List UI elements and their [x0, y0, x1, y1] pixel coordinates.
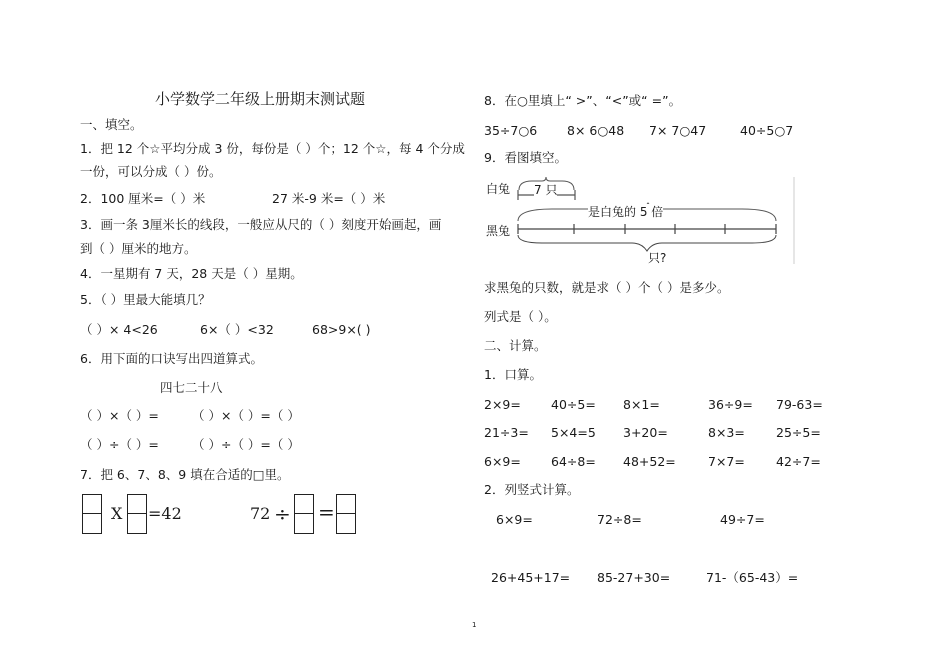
question-8-item-c: 7× 7○47: [649, 123, 707, 138]
question-9-line-1: 求黑兔的只数，就是求（ ）个（ ）是多少。: [484, 280, 730, 295]
oral-problem: 42÷7=: [776, 454, 821, 469]
question-3-line-2: 到（ ）厘米的地方。: [80, 241, 197, 256]
vertical-problem: 85-27+30=: [597, 570, 671, 585]
oral-problem: 2×9=: [484, 397, 521, 412]
answer-box: [336, 494, 356, 534]
oral-problem: 21÷3=: [484, 425, 529, 440]
oral-calc-heading: 1．口算。: [484, 367, 542, 382]
answer-box: [82, 494, 102, 534]
question-5-item-c: 68>9×( ): [312, 322, 371, 337]
question-1-line-2: 一份，可以分成（ ）份。: [80, 164, 222, 179]
question-8-item-b: 8× 6○48: [567, 123, 625, 138]
number-72: 72: [250, 504, 271, 523]
question-4: 4．一星期有 7 天，28 天是（ ）星期。: [80, 266, 303, 281]
white-rabbit-label: 白兔: [486, 182, 511, 196]
question-6: 6．用下面的口诀写出四道算式。: [80, 351, 263, 366]
question-6-row-1-a: （ ）×（ ）=: [80, 408, 159, 423]
answer-box: [294, 494, 314, 534]
equals-42-text: =42: [148, 504, 182, 523]
box-divider: [336, 513, 356, 514]
oral-problem: 64÷8=: [551, 454, 596, 469]
vertical-calc-heading: 2．列竖式计算。: [484, 482, 580, 497]
rabbit-diagram: [482, 177, 798, 264]
vertical-problem: 72÷8=: [597, 512, 642, 527]
box-divider: [294, 513, 314, 514]
oral-problem: 8×3=: [708, 425, 745, 440]
question-8: 8．在○里填上“ >”、“<”或“ =”。: [484, 93, 682, 108]
question-5: 5．（ ）里最大能填几？: [80, 292, 211, 307]
question-6-rhyme: 四七二十八: [160, 380, 223, 395]
question-2-part-a: 2．100 厘米=（ ）米: [80, 191, 206, 206]
equals-sign: =: [318, 500, 335, 524]
question-1-line-1: 1．把 12 个☆平均分成 3 份，每份是（ ）个；12 个☆，每 4 个分成: [80, 141, 465, 156]
vertical-problem: 49÷7=: [720, 512, 765, 527]
oral-problem: 3+20=: [623, 425, 668, 440]
page-title: 小学数学二年级上册期末测试题: [155, 90, 366, 108]
question-8-item-d: 40÷5○7: [740, 123, 794, 138]
vertical-problem: 6×9=: [496, 512, 533, 527]
question-6-row-1-b: （ ）×（ ）=（ ）: [192, 408, 300, 423]
answer-box: [127, 494, 147, 534]
question-6-row-2-a: （ ）÷（ ）=: [80, 437, 159, 452]
box-divider: [82, 513, 102, 514]
oral-problem: 8×1=: [623, 397, 660, 412]
oral-problem: 25÷5=: [776, 425, 821, 440]
question-2-part-b: 27 米-9 米=（ ）米: [272, 191, 386, 206]
divide-sign: ÷: [274, 502, 291, 526]
five-times-label: 是白兔的 5 倍: [588, 205, 664, 219]
section-fill-blanks-heading: 一、填空。: [80, 117, 143, 132]
question-9: 9．看图填空。: [484, 150, 567, 165]
oral-problem: 6×9=: [484, 454, 521, 469]
question-7: 7．把 6、7、8、9 填在合适的□里。: [80, 467, 290, 482]
question-5-item-a: （ ）× 4<26: [80, 322, 158, 337]
question-8-item-a: 35÷7○6: [484, 123, 538, 138]
diagram-lines: [482, 177, 798, 264]
box-divider: [127, 513, 147, 514]
section-calculation-heading: 二、计算。: [484, 338, 547, 353]
page-number: 1: [472, 621, 477, 629]
question-9-line-2: 列式是（ ）。: [484, 309, 557, 324]
oral-problem: 79-63=: [776, 397, 823, 412]
vertical-problem: 71-（65-43）=: [706, 570, 799, 585]
black-rabbit-label: 黑兔: [486, 224, 511, 238]
oral-problem: 36÷9=: [708, 397, 753, 412]
vertical-problem: 26+45+17=: [491, 570, 571, 585]
oral-problem: 40÷5=: [551, 397, 596, 412]
question-5-item-b: 6×（ ）<32: [200, 322, 274, 337]
multiply-sign: X: [111, 504, 123, 523]
question-3-line-1: 3．画一条 3厘米长的线段，一般应从尺的（ ）刻度开始画起，画: [80, 217, 442, 232]
oral-problem: 7×7=: [708, 454, 745, 469]
seven-label: 7 只: [534, 183, 558, 197]
oral-problem: 48+52=: [623, 454, 676, 469]
oral-problem: 5×4=5: [551, 425, 596, 440]
question-mark-label: 只?: [648, 251, 667, 265]
question-7-figure: [78, 489, 362, 542]
question-6-row-2-b: （ ）÷（ ）=（ ）: [192, 437, 300, 452]
